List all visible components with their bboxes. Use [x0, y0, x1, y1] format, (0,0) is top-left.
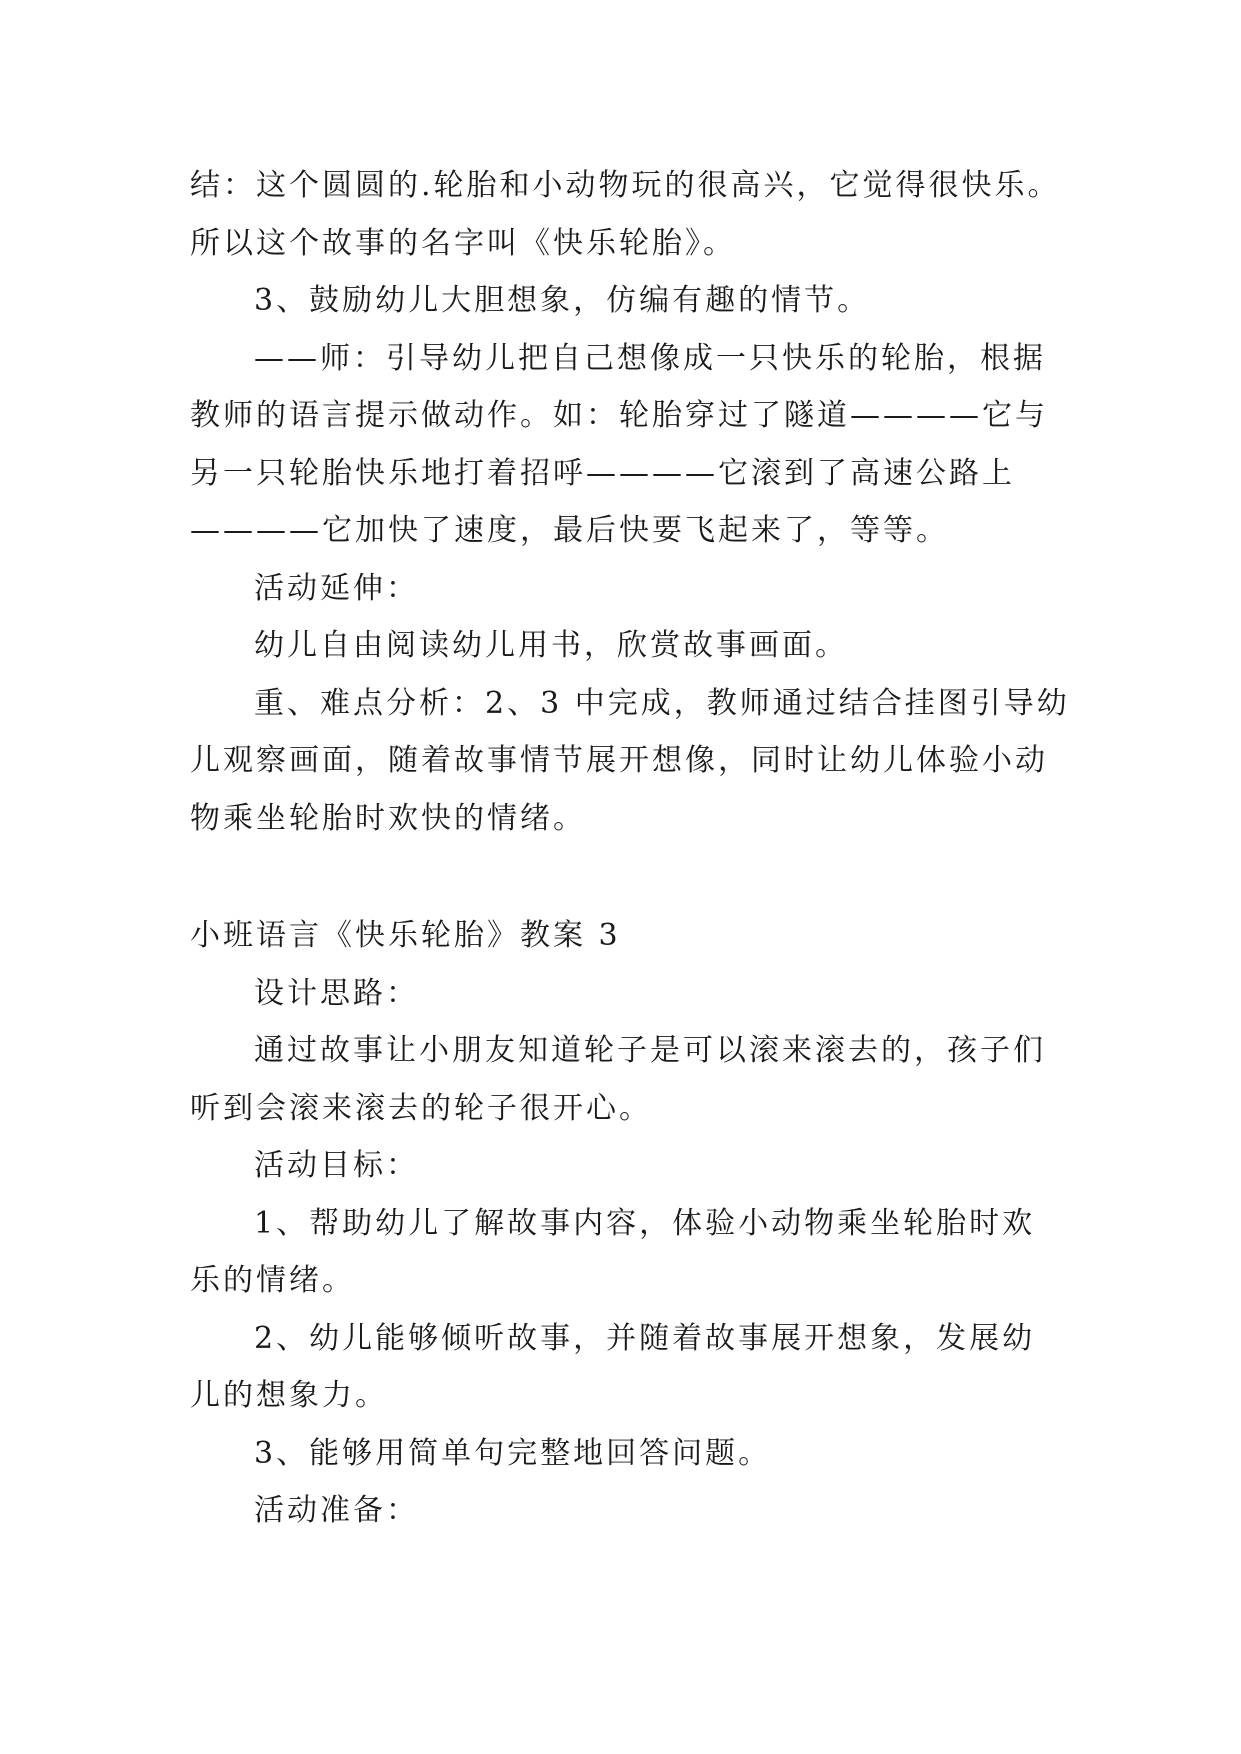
- text-line: ——师：引导幼儿把自己想像成一只快乐的轮胎，根据: [254, 341, 1046, 376]
- text-line: 活动目标：: [254, 1148, 419, 1183]
- text-line: ————它加快了速度，最后快要飞起来了，等等。: [190, 513, 949, 548]
- text-line: 幼儿自由阅读幼儿用书，欣赏故事画面。: [254, 628, 848, 663]
- text-line: 结：这个圆圆的.轮胎和小动物玩的很高兴，它觉得很快乐。: [190, 168, 1061, 203]
- text-line: 另一只轮胎快乐地打着招呼————它滚到了高速公路上: [190, 456, 1015, 491]
- text-line: 2、幼儿能够倾听故事，并随着故事展开想象，发展幼: [254, 1321, 1036, 1356]
- text-line: 活动延伸：: [254, 571, 419, 606]
- section-heading: 小班语言《快乐轮胎》教案 3: [190, 918, 621, 953]
- text-line: 儿观察画面，随着故事情节展开想像，同时让幼儿体验小动: [190, 743, 1048, 778]
- text-line: 乐的情绪。: [190, 1263, 355, 1298]
- text-line: 物乘坐轮胎时欢快的情绪。: [190, 801, 586, 836]
- text-line: 1、帮助幼儿了解故事内容，体验小动物乘坐轮胎时欢: [254, 1206, 1036, 1241]
- text-line: 3、能够用简单句完整地回答问题。: [254, 1436, 772, 1471]
- text-line: 通过故事让小朋友知道轮子是可以滚来滚去的，孩子们: [254, 1033, 1046, 1068]
- text-line: 3、鼓励幼儿大胆想象，仿编有趣的情节。: [254, 283, 871, 318]
- text-line: 活动准备：: [254, 1493, 419, 1528]
- text-line: 听到会滚来滚去的轮子很开心。: [190, 1091, 652, 1126]
- text-line: 儿的想象力。: [190, 1378, 388, 1413]
- text-line: 重、难点分析：2、3 中完成，教师通过结合挂图引导幼: [254, 686, 1070, 721]
- text-line: 教师的语言提示做动作。如：轮胎穿过了隧道————它与: [190, 398, 1048, 433]
- text-line: 设计思路：: [254, 976, 419, 1011]
- text-line: 所以这个故事的名字叫《快乐轮胎》。: [190, 226, 736, 261]
